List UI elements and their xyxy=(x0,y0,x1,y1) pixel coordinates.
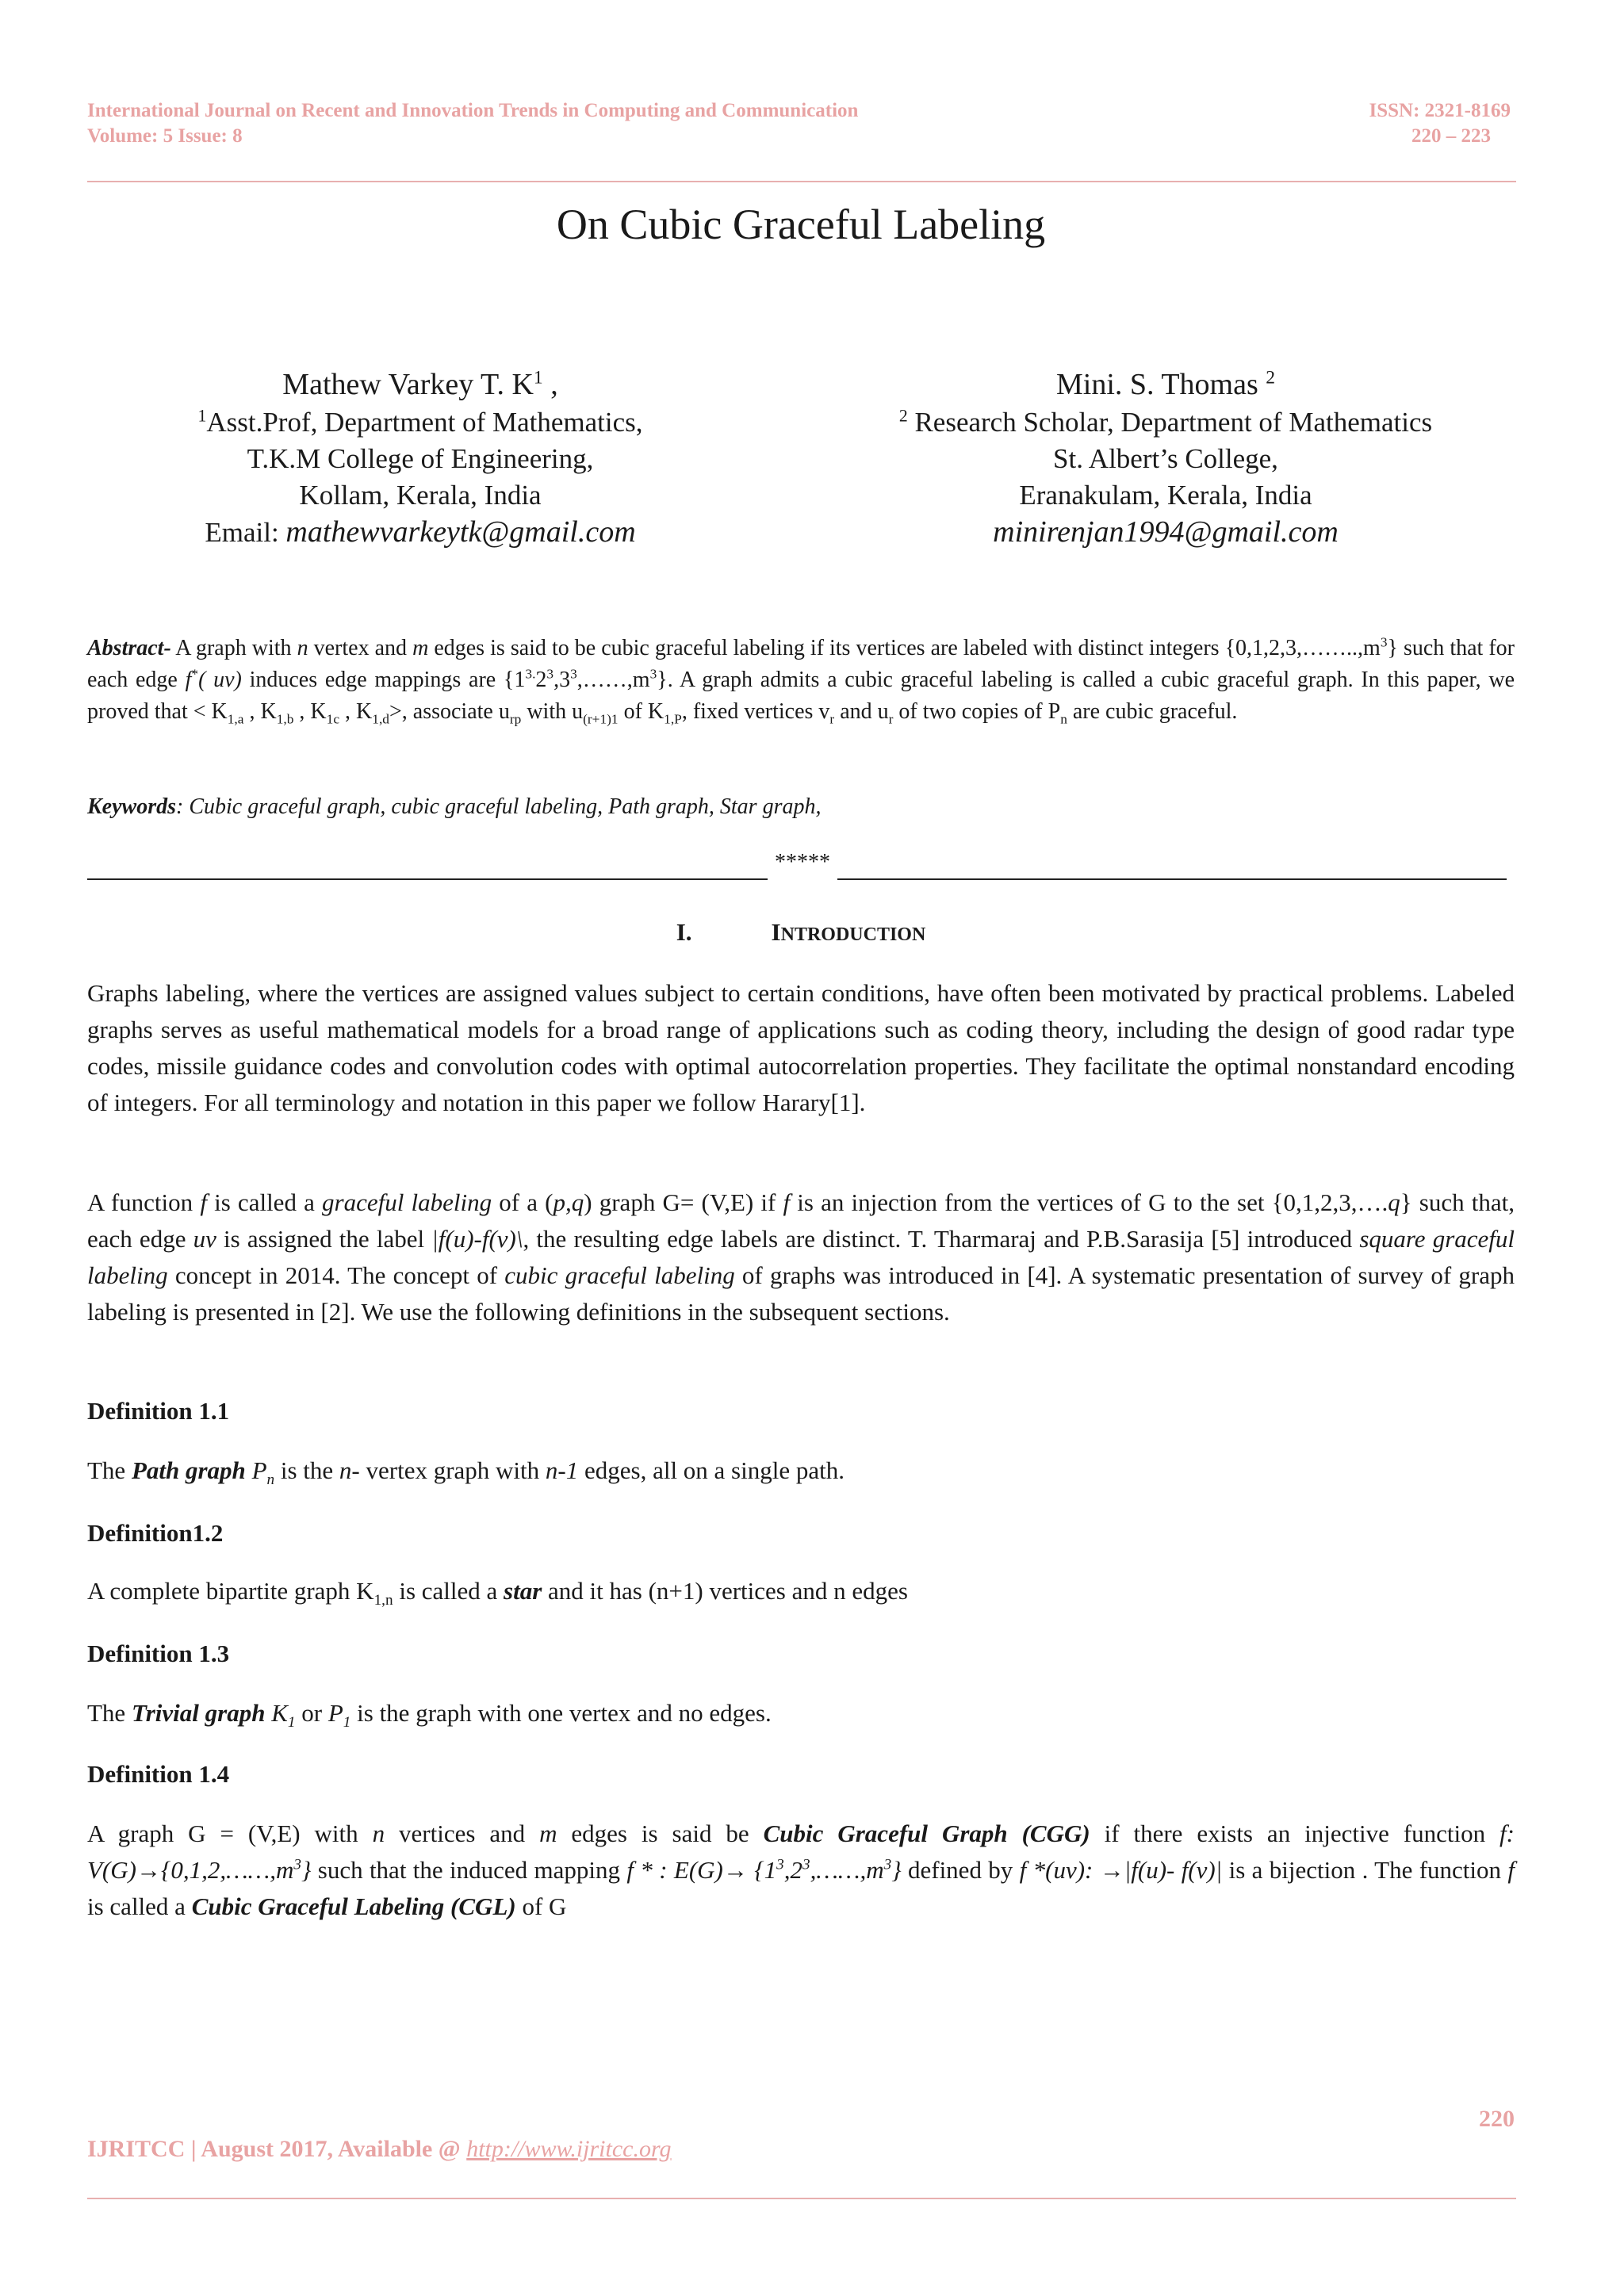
section-heading: I. INTRODUCTION xyxy=(676,918,926,946)
keywords: Keywords: Cubic graceful graph, cubic graceful labeling, Path graph, Star graph, xyxy=(87,794,822,819)
intro-paragraph-1: Graphs labeling, where the vertices are assigned values subject to certain conditions, have often been motivated by practical problems. Labeled graphs serves as useful mathematical models for a broad range of applications such as coding theory, including the design of good radar type codes, missile guidance codes and convolution codes with optimal autocorrelation properties. They facilitate the optimal nonstandard encoding of integers. For all terminology and notation in this paper we follow Harary[1]. xyxy=(87,979,1515,1116)
author-name: Mathew Varkey T. K xyxy=(282,368,534,401)
definition-1-1-heading: Definition 1.1 xyxy=(87,1397,230,1425)
volume-issue: Volume: 5 Issue: 8 xyxy=(87,125,243,147)
paper-title: On Cubic Graceful Labeling xyxy=(556,201,1046,248)
author-block-2: Mini. S. Thomas $^2$ $^2$ Research Scholar, Department of Mathematics St. Albert’s College, Eranakulam, Kerala, India minirenjan1994@gmail.com xyxy=(888,365,1443,551)
definition-1-3-heading: Definition 1.3 xyxy=(87,1640,230,1667)
author-name: Mini. S. Thomas xyxy=(1055,368,1258,401)
author-location: Kollam, Kerala, India xyxy=(299,480,542,511)
keywords-label: Keywords xyxy=(87,794,176,819)
intro-paragraph-2: A function f is called a graceful labeling of a (p,q) graph G= (V,E) if f is an injection from the vertices of G to the set {0,1,2,3,….q} such that, each edge uv is assigned the label |f(u)-f(v)\, the resulting edge labels are distinct. T. Tharmaraj and P.B.Sarasija [5] introduced square graceful labeling concept in 2014. The concept of cubic graceful labeling of graphs was introduced in [4]. A systematic presentation of survey of graph labeling is presented in [2]. We use the following definitions in the subsequent sections. xyxy=(87,1188,1515,1326)
author-institution: St. Albert’s College, xyxy=(1053,443,1278,474)
author-affiliation: Research Scholar, Department of Mathematics xyxy=(907,407,1433,438)
separator-rule-left xyxy=(87,878,768,880)
footer-divider xyxy=(87,2198,1516,2199)
page-range: 220 – 223 xyxy=(1411,125,1491,147)
abstract: Abstract- A graph with n vertex and m edges is said to be cubic graceful labeling if its vertices are labeled with distinct integers $\{0,1,2,3,\dots\dots..,m^3\}$ such that for each edge f*( uv) induces edge mappings are $\{1^{3.}2^3,3^3,\dots\dots,m^3\}$. A graph admits a cubic graceful labeling is called a cubic graceful graph. In this paper, we proved that < $K_{1,a}$ , $K_{1,b}$ , $K_{1c}$ , $K_{1,d}>$, associate $u_{rp}$ with $u_{(r+1)1}$ of $K_{1,P}$, fixed vertices $v_r$ and $u_r$ of two copies of $P_n$ are cubic graceful. xyxy=(87,634,1515,727)
author-affiliation: Asst.Prof, Department of Mathematics, xyxy=(206,407,643,438)
header-divider xyxy=(87,181,1516,182)
author-block-1: Mathew Varkey T. $K^1$ , $^1$Asst.Prof, Department of Mathematics, T.K.M College of Engineering, Kollam, Kerala, India Email: mathewvarkeytk@gmail.com xyxy=(143,365,698,551)
author-email[interactable]: mathewvarkeytk@gmail.com xyxy=(285,515,636,549)
footer-link[interactable]: http://www.ijritcc.org xyxy=(466,2136,672,2162)
author-institution: T.K.M College of Engineering, xyxy=(247,443,594,474)
author-email[interactable]: minirenjan1994@gmail.com xyxy=(993,515,1339,549)
separator-stars: ***** xyxy=(775,850,830,874)
page-number: 220 xyxy=(1479,2106,1515,2132)
author-location: Eranakulam, Kerala, India xyxy=(1019,480,1312,511)
definition-1-2-text: A complete bipartite graph $K_{1,n}$ is called a star and it has (n+1) vertices and n edges xyxy=(87,1577,908,1609)
definition-1-4-text: A graph G = (V,E) with n vertices and m edges is said be Cubic Graceful Graph (CGG) if there exists an injective function f: $V(G)\to\{0,1,2,\dots\dots,m^3\}$ such that the induced mapping f * : $E(G)\to \{1^3,2^3,\dots\dots,m^3\}$ defined by f *(uv): →|f(u)- f(v)| is a bijection . The function f is called a Cubic Graceful Labeling (CGL) of G xyxy=(87,1820,1515,1920)
abstract-label: Abstract- xyxy=(87,636,171,660)
footer-text: IJRITCC | August 2017, Available @ http://www.ijritcc.org xyxy=(87,2136,672,2162)
definition-1-1-text: The Path graph $P_n$ is the n- vertex graph with n-1 edges, all on a single path. xyxy=(87,1456,845,1489)
definition-1-2-heading: Definition1.2 xyxy=(87,1519,224,1547)
definition-1-3-text: The Trivial graph $K_1$ or $P_1$ is the graph with one vertex and no edges. xyxy=(87,1699,772,1732)
issn: ISSN: 2321-8169 xyxy=(1369,100,1511,121)
definition-1-4-heading: Definition 1.4 xyxy=(87,1760,230,1788)
journal-name: International Journal on Recent and Innovation Trends in Computing and Communication xyxy=(87,100,859,121)
separator-rule-right xyxy=(837,878,1507,880)
